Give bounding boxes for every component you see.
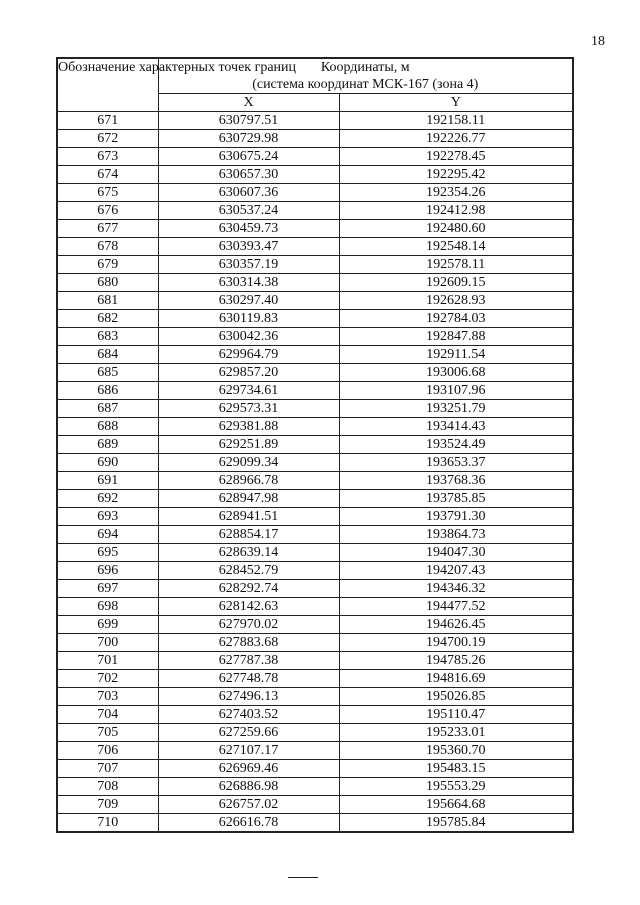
point-number: 677 (57, 220, 158, 238)
coordinate-x: 627970.02 (158, 616, 339, 634)
coordinate-y: 194346.32 (339, 580, 573, 598)
table-row (57, 670, 573, 688)
table-row (57, 760, 573, 778)
table-row (57, 112, 573, 130)
coordinate-y: 194816.69 (339, 670, 573, 688)
table-row (57, 328, 573, 346)
coordinate-x: 627107.17 (158, 742, 339, 760)
point-number: 697 (57, 580, 158, 598)
table-row (57, 598, 573, 616)
point-number: 701 (57, 652, 158, 670)
bottom-divider (288, 877, 318, 878)
table-row (57, 202, 573, 220)
table-row (57, 148, 573, 166)
point-number: 673 (57, 148, 158, 166)
coordinate-y: 195553.29 (339, 778, 573, 796)
coordinate-y: 193791.30 (339, 508, 573, 526)
coordinate-y: 192278.45 (339, 148, 573, 166)
table-row (57, 706, 573, 724)
coordinate-y: 193006.68 (339, 364, 573, 382)
coordinate-x: 626886.98 (158, 778, 339, 796)
table-row (57, 508, 573, 526)
table-row (57, 364, 573, 382)
table-row (57, 544, 573, 562)
coordinate-y: 192578.11 (339, 256, 573, 274)
header-y: Y (339, 94, 573, 112)
coordinate-x: 627403.52 (158, 706, 339, 724)
point-number: 684 (57, 346, 158, 364)
point-number: 709 (57, 796, 158, 814)
coordinate-y: 195233.01 (339, 724, 573, 742)
coordinate-x: 630675.24 (158, 148, 339, 166)
table-row (57, 256, 573, 274)
table-row (57, 418, 573, 436)
point-number: 683 (57, 328, 158, 346)
coordinate-x: 629734.61 (158, 382, 339, 400)
coordinate-y: 192609.15 (339, 274, 573, 292)
coordinate-x: 626969.46 (158, 760, 339, 778)
coordinate-y: 193524.49 (339, 436, 573, 454)
coordinate-x: 627883.68 (158, 634, 339, 652)
coordinate-y: 194626.45 (339, 616, 573, 634)
header-x: X (158, 94, 339, 112)
coordinate-y: 192354.26 (339, 184, 573, 202)
table-row (57, 796, 573, 814)
coordinate-x: 630537.24 (158, 202, 339, 220)
point-number: 692 (57, 490, 158, 508)
point-number: 689 (57, 436, 158, 454)
coordinate-x: 628947.98 (158, 490, 339, 508)
coordinate-x: 627496.13 (158, 688, 339, 706)
coordinate-x: 628142.63 (158, 598, 339, 616)
coordinate-y: 192480.60 (339, 220, 573, 238)
table-row (57, 814, 573, 833)
point-number: 687 (57, 400, 158, 418)
coordinate-x: 630657.30 (158, 166, 339, 184)
table-row (57, 310, 573, 328)
coordinate-x: 627787.38 (158, 652, 339, 670)
table-row (57, 580, 573, 598)
point-number: 706 (57, 742, 158, 760)
point-number: 695 (57, 544, 158, 562)
table-row (57, 472, 573, 490)
coordinate-y: 193768.36 (339, 472, 573, 490)
coordinate-y: 194047.30 (339, 544, 573, 562)
point-number: 686 (57, 382, 158, 400)
coordinate-x: 630357.19 (158, 256, 339, 274)
point-number: 675 (57, 184, 158, 202)
table-row (57, 724, 573, 742)
point-number: 696 (57, 562, 158, 580)
point-number: 702 (57, 670, 158, 688)
coordinate-y: 194207.43 (339, 562, 573, 580)
coordinate-x: 630459.73 (158, 220, 339, 238)
coordinate-x: 630607.36 (158, 184, 339, 202)
point-number: 685 (57, 364, 158, 382)
table-row (57, 274, 573, 292)
point-number: 676 (57, 202, 158, 220)
table-row (57, 400, 573, 418)
coordinate-y: 193653.37 (339, 454, 573, 472)
table-row (57, 616, 573, 634)
coordinate-x: 630297.40 (158, 292, 339, 310)
point-number: 679 (57, 256, 158, 274)
coordinate-y: 193864.73 (339, 526, 573, 544)
coordinate-y: 192158.11 (339, 112, 573, 130)
table-row (57, 130, 573, 148)
point-number: 699 (57, 616, 158, 634)
point-number: 691 (57, 472, 158, 490)
header-designation: Обозначение характерных точек границ (57, 58, 158, 112)
table-row (57, 238, 573, 256)
table-row (57, 454, 573, 472)
coordinate-y: 193251.79 (339, 400, 573, 418)
coordinate-y: 192226.77 (339, 130, 573, 148)
coordinate-x: 629964.79 (158, 346, 339, 364)
table-row (57, 346, 573, 364)
point-number: 693 (57, 508, 158, 526)
coordinate-x: 630729.98 (158, 130, 339, 148)
coordinate-x: 628292.74 (158, 580, 339, 598)
point-number: 704 (57, 706, 158, 724)
coordinate-y: 194700.19 (339, 634, 573, 652)
point-number: 690 (57, 454, 158, 472)
table-row (57, 382, 573, 400)
coordinate-y: 192412.98 (339, 202, 573, 220)
table-row (57, 436, 573, 454)
coordinate-y: 192548.14 (339, 238, 573, 256)
coordinates-table (56, 57, 574, 833)
coordinate-y: 192911.54 (339, 346, 573, 364)
coordinate-y: 194477.52 (339, 598, 573, 616)
point-number: 671 (57, 112, 158, 130)
table-row (57, 652, 573, 670)
page-number: 18 (591, 34, 605, 49)
header-coordinates-title: Координаты, м (320, 60, 410, 75)
table-row (57, 562, 573, 580)
point-number: 705 (57, 724, 158, 742)
coordinate-x: 630119.83 (158, 310, 339, 328)
point-number: 710 (57, 814, 158, 833)
coordinate-x: 629573.31 (158, 400, 339, 418)
coordinate-x: 630042.36 (158, 328, 339, 346)
coordinate-x: 629099.34 (158, 454, 339, 472)
coordinate-x: 629381.88 (158, 418, 339, 436)
coordinate-y: 193107.96 (339, 382, 573, 400)
coordinate-x: 627259.66 (158, 724, 339, 742)
coordinate-x: 627748.78 (158, 670, 339, 688)
coordinate-y: 192847.88 (339, 328, 573, 346)
table-row (57, 526, 573, 544)
point-number: 681 (57, 292, 158, 310)
coordinate-x: 628854.17 (158, 526, 339, 544)
coordinate-y: 195483.15 (339, 760, 573, 778)
coordinate-x: 629251.89 (158, 436, 339, 454)
table-row (57, 688, 573, 706)
point-number: 700 (57, 634, 158, 652)
point-number: 698 (57, 598, 158, 616)
table-row (57, 184, 573, 202)
table-body (57, 112, 573, 833)
table-row (57, 292, 573, 310)
point-number: 680 (57, 274, 158, 292)
point-number: 703 (57, 688, 158, 706)
coordinate-y: 195360.70 (339, 742, 573, 760)
coordinate-x: 629857.20 (158, 364, 339, 382)
coordinate-y: 192295.42 (339, 166, 573, 184)
coordinate-y: 195785.84 (339, 814, 573, 833)
coordinate-x: 630797.51 (158, 112, 339, 130)
coordinate-y: 195026.85 (339, 688, 573, 706)
coordinate-x: 630393.47 (158, 238, 339, 256)
coordinate-y: 192784.03 (339, 310, 573, 328)
point-number: 682 (57, 310, 158, 328)
coordinate-y: 195664.68 (339, 796, 573, 814)
coordinate-x: 626757.02 (158, 796, 339, 814)
table-row (57, 742, 573, 760)
coordinate-x: 628639.14 (158, 544, 339, 562)
table-row (57, 166, 573, 184)
table-row (57, 634, 573, 652)
coordinate-x: 628941.51 (158, 508, 339, 526)
table-row (57, 220, 573, 238)
point-number: 707 (57, 760, 158, 778)
point-number: 672 (57, 130, 158, 148)
coordinate-x: 628966.78 (158, 472, 339, 490)
point-number: 694 (57, 526, 158, 544)
coordinate-x: 630314.38 (158, 274, 339, 292)
coordinate-y: 192628.93 (339, 292, 573, 310)
table-row (57, 778, 573, 796)
coordinate-y: 194785.26 (339, 652, 573, 670)
coordinate-y: 193414.43 (339, 418, 573, 436)
point-number: 674 (57, 166, 158, 184)
coordinate-y: 193785.85 (339, 490, 573, 508)
point-number: 678 (57, 238, 158, 256)
coordinate-x: 628452.79 (158, 562, 339, 580)
point-number: 708 (57, 778, 158, 796)
header-coordinates-system: (система координат МСК-167 (зона 4) (252, 77, 479, 92)
table-row (57, 490, 573, 508)
point-number: 688 (57, 418, 158, 436)
coordinate-x: 626616.78 (158, 814, 339, 833)
coordinate-y: 195110.47 (339, 706, 573, 724)
